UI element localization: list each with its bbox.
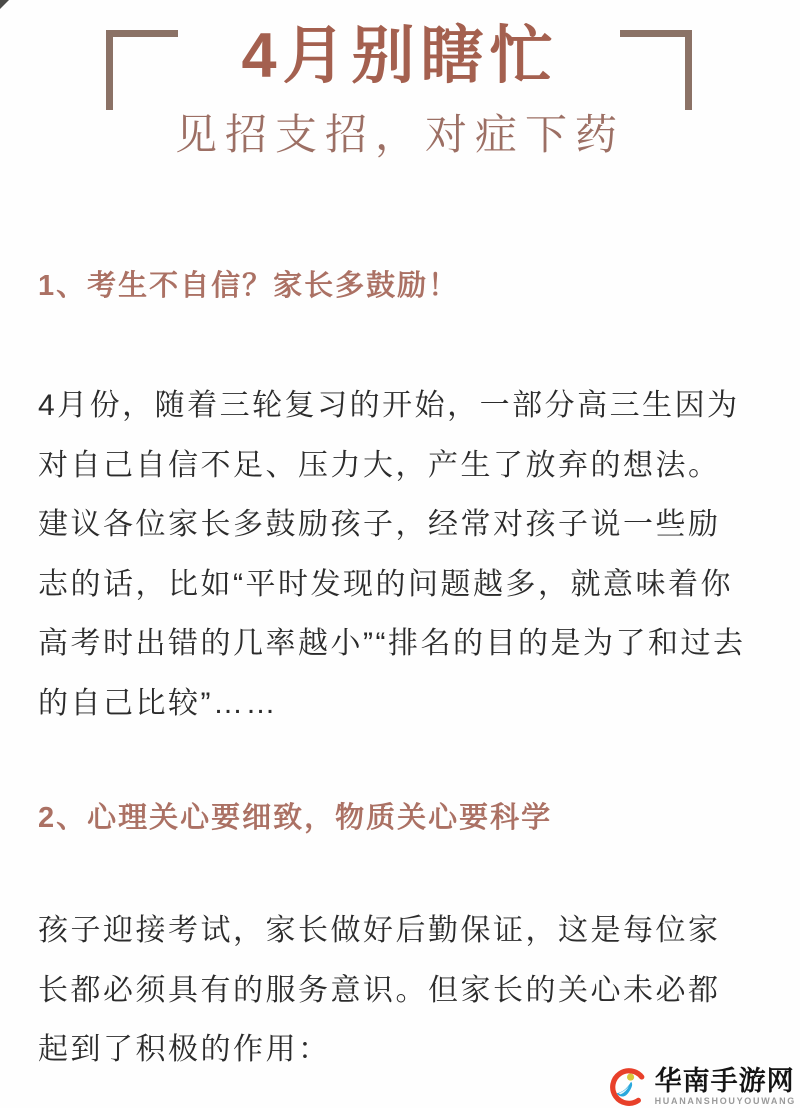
page-title: 4月别瞎忙 bbox=[241, 21, 559, 91]
watermark-romanized-name: HUANANSHOUYOUWANG bbox=[654, 1096, 796, 1106]
site-watermark bbox=[608, 1065, 796, 1107]
paragraph-line: 长都必须具有的服务意识。但家长的关心未必都 bbox=[38, 973, 721, 1007]
paragraph-line: 的自己比较”…… bbox=[38, 686, 278, 720]
paragraph-line: 建议各位家长多鼓励孩子，经常对孩子说一些励 bbox=[38, 508, 721, 542]
paragraph-line: 孩子迎接考试，家长做好后勤保证，这是每位家 bbox=[38, 914, 721, 947]
paragraph-line: 志的话，比如“平时发现的问题越多，就意味着你 bbox=[38, 567, 733, 601]
paragraph-line: 起到了积极的作用： bbox=[38, 1033, 331, 1067]
section-1-paragraph bbox=[38, 376, 770, 734]
section-2-heading: 2、心理关心要细致，物质关心要科学 bbox=[38, 802, 553, 834]
section-2-paragraph bbox=[38, 901, 770, 1080]
paragraph-line: 4月份，随着三轮复习的开始，一部分高三生因为 bbox=[38, 389, 740, 422]
section-1-heading: 1、考生不自信？家长多鼓励！ bbox=[38, 270, 460, 302]
watermark-logo-icon bbox=[608, 1065, 650, 1107]
corner-artifact bbox=[0, 0, 9, 9]
page-subtitle: 见招支招，对症下药 bbox=[174, 111, 625, 158]
watermark-text bbox=[655, 1066, 796, 1106]
watermark-site-name: 华南手游网 bbox=[654, 1066, 795, 1096]
paragraph-line: 对自己自信不足、压力大，产生了放弃的想法。 bbox=[38, 448, 721, 482]
paragraph-line: 高考时出错的几率越小”“排名的目的是为了和过去 bbox=[38, 627, 746, 661]
